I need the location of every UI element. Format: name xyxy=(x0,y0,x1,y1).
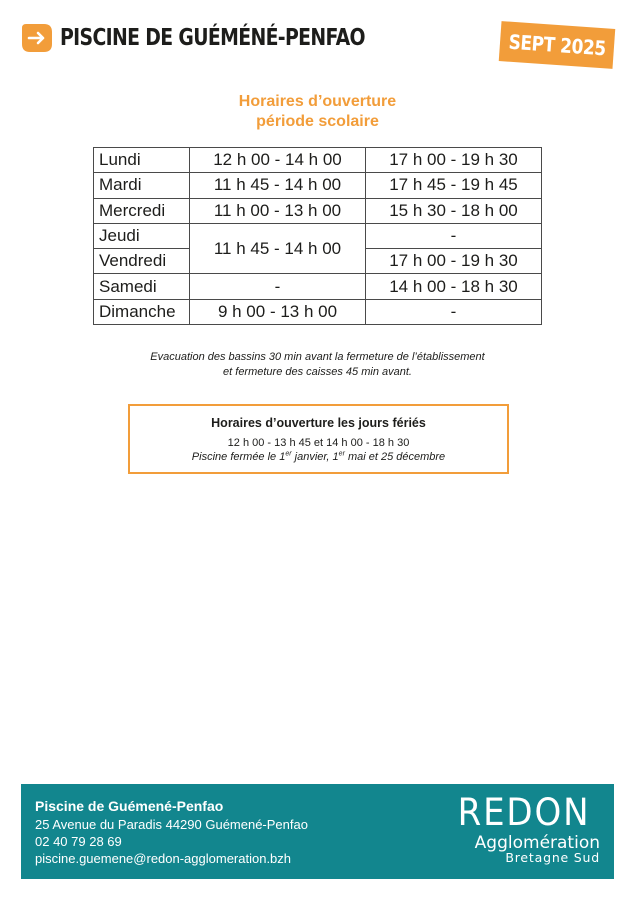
section-title-line2: période scolaire xyxy=(256,113,379,130)
footer-email: piscine.guemene@redon-agglomeration.bzh xyxy=(35,851,292,866)
day-cell: Vendredi xyxy=(94,249,190,274)
table-row xyxy=(94,173,542,198)
note-line2: et fermeture des caisses 45 min avant. xyxy=(223,366,412,378)
logo-sub1: Agglomération xyxy=(474,833,600,853)
footer xyxy=(21,784,614,879)
footer-name: Piscine de Guémené-Penfao xyxy=(35,798,224,814)
section-title-line1: Horaires d’ouverture xyxy=(238,93,397,110)
footer-phone: 02 40 79 28 69 xyxy=(35,834,122,849)
day-cell: Dimanche xyxy=(94,299,190,324)
holiday-hours: 12 h 00 - 13 h 45 et 14 h 00 - 18 h 30 xyxy=(227,437,410,449)
schedule-table xyxy=(93,147,542,325)
afternoon-cell: - xyxy=(366,299,542,324)
header-arrow-icon xyxy=(22,24,52,52)
section-title xyxy=(0,92,635,132)
table-row xyxy=(94,198,542,223)
afternoon-cell: 17 h 00 - 19 h 30 xyxy=(366,249,542,274)
table-row xyxy=(94,274,542,299)
morning-cell: 11 h 00 - 13 h 00 xyxy=(190,198,366,223)
holiday-box xyxy=(128,404,509,474)
day-cell: Mercredi xyxy=(94,198,190,223)
closed-prefix: Piscine fermée le 1 xyxy=(191,451,286,463)
day-cell: Mardi xyxy=(94,173,190,198)
afternoon-cell: 14 h 00 - 18 h 30 xyxy=(366,274,542,299)
holiday-closed-days xyxy=(130,450,507,465)
holiday-title: Horaires d’ouverture les jours fériés xyxy=(211,416,426,430)
ordinal-sup: er xyxy=(338,450,345,458)
afternoon-cell: 15 h 30 - 18 h 00 xyxy=(366,198,542,223)
logo-sub2: Bretagne Sud xyxy=(505,850,600,865)
table-row xyxy=(94,148,542,173)
logo-main: REDON xyxy=(457,791,591,834)
date-badge-label: SEPT 2025 xyxy=(507,29,607,61)
morning-cell: - xyxy=(190,274,366,299)
table-row xyxy=(94,223,542,248)
date-badge xyxy=(499,21,616,69)
page-title: PISCINE DE GUÉMÉNÉ-PENFAO xyxy=(60,25,365,51)
afternoon-cell: - xyxy=(366,223,542,248)
afternoon-cell: 17 h 45 - 19 h 45 xyxy=(366,173,542,198)
day-cell: Lundi xyxy=(94,148,190,173)
evacuation-note xyxy=(0,350,635,380)
morning-cell: 11 h 45 - 14 h 00 xyxy=(190,173,366,198)
afternoon-cell: 17 h 00 - 19 h 30 xyxy=(366,148,542,173)
morning-cell: 9 h 00 - 13 h 00 xyxy=(190,299,366,324)
ordinal-sup: er xyxy=(285,450,292,458)
morning-cell-merged: 11 h 45 - 14 h 00 xyxy=(190,223,366,274)
closed-mid: janvier, 1 xyxy=(291,451,339,463)
morning-cell: 12 h 00 - 14 h 00 xyxy=(190,148,366,173)
table-row xyxy=(94,299,542,324)
redon-agglomeration-logo xyxy=(444,791,604,872)
footer-address: 25 Avenue du Paradis 44290 Guémené-Penfao xyxy=(35,817,308,832)
note-line1: Evacuation des bassins 30 min avant la fermeture de l’établissement xyxy=(150,351,485,363)
day-cell: Jeudi xyxy=(94,223,190,248)
day-cell: Samedi xyxy=(94,274,190,299)
closed-suffix: mai et 25 décembre xyxy=(344,451,446,463)
